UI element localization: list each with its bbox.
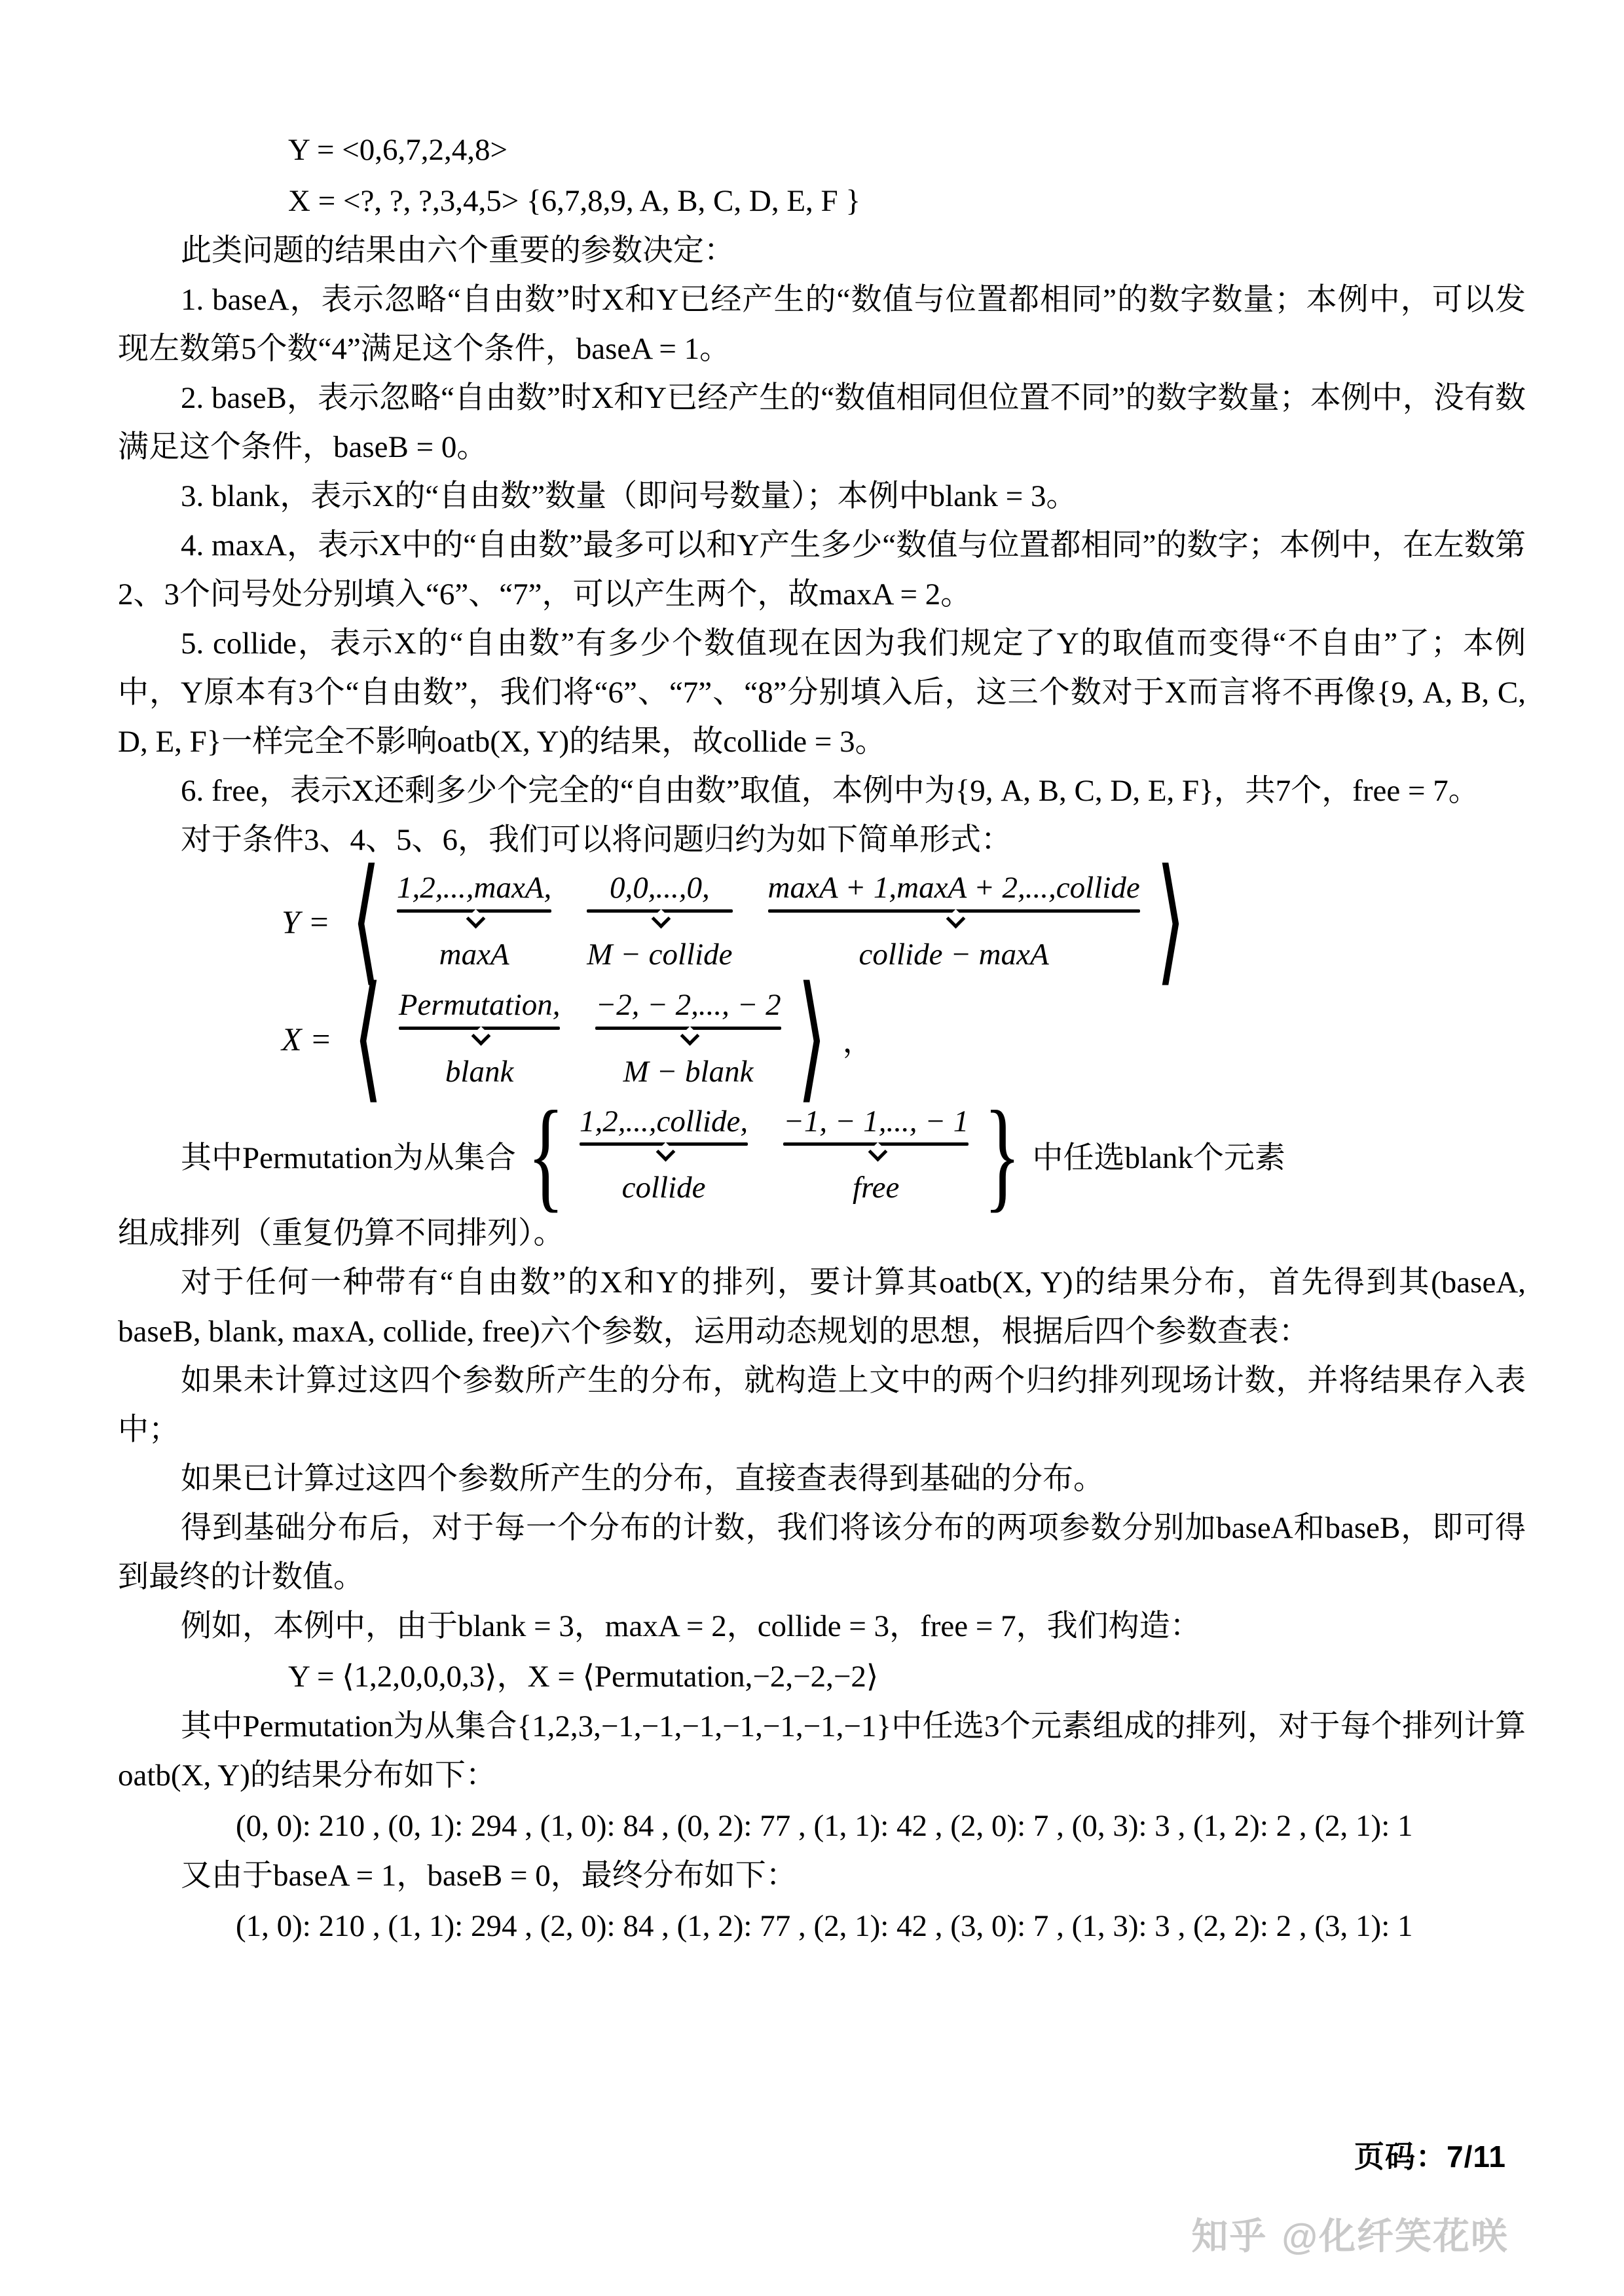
param-blank: 3. blank，表示X的“自由数”数量（即问号数量）；本例中blank = 3。: [181, 479, 1077, 513]
group-top: 1,2,...,collide,: [579, 1104, 748, 1139]
permutation-groups: [576, 1105, 972, 1205]
body-paragraph-4: 得到基础分布后，对于每一个分布的计数，我们将该分布的两项参数分别加baseA和baseB，即可得到最终的计数值。: [118, 1511, 1526, 1595]
watermark-brand: 知乎: [1191, 2215, 1268, 2257]
example-intro: 例如，本例中，由于blank = 3，maxA = 2，collide = 3，free = 7，我们构造：: [181, 1609, 1201, 1644]
group-top: Permutation,: [398, 988, 561, 1023]
equation-x-lhs: X =: [282, 1021, 332, 1058]
param-collide: 5. collide，表示X的“自由数”有多少个数值现在因为我们规定了Y的取值而变得“不自由”了；本例中，Y原本有3个“自由数”，我们将“6”、“7”、“8”分别填入后，这三个数对于X而言将不再像{9, A, B, C, D, E, F}一样完全不影响oatb(X, Y)的结果，故collide = 3。: [118, 627, 1526, 759]
permutation-next-line: 组成排列（重复仍算不同排列）。: [118, 1216, 564, 1251]
curly-open-icon: {: [527, 1086, 564, 1224]
group-bottom: M − blank: [623, 1055, 754, 1089]
x-groups: [395, 989, 785, 1089]
param-baseB: 2. baseB，表示忽略“自由数”时X和Y已经产生的“数值相同但位置不同”的数字数量；本例中，没有数满足这个条件，baseB = 0。: [118, 381, 1526, 464]
page-number: 页码：7/11: [1354, 2140, 1506, 2174]
equation-y-lhs: Y =: [282, 903, 331, 940]
underbrace-group: [399, 989, 561, 1089]
group-bottom: collide − maxA: [858, 937, 1049, 972]
permutation-lead-text: 其中Permutation为从集合: [181, 1140, 516, 1175]
underbrace-icon: [595, 1023, 781, 1045]
group-top: 0,0,...,0,: [610, 871, 710, 905]
angle-close-icon: ⟩: [1156, 845, 1186, 998]
example-permutation-note: 其中Permutation为从集合{1,2,3,−1,−1,−1,−1,−1,−1,−1}中任选3个元素组成的排列，对于每个排列计算oatb(X, Y)的结果分布如下：: [118, 1709, 1526, 1793]
group-bottom: M − collide: [587, 937, 733, 972]
underbrace-icon: [587, 905, 732, 928]
group-bottom: blank: [445, 1055, 514, 1089]
body-paragraph-1: 对于任何一种带有“自由数”的X和Y的排列，要计算其oatb(X, Y)的结果分布，首先得到其(baseA, baseB, blank, maxA, collide, free)六个参数，运用动态规划的思想，根据后四个参数查表：: [118, 1266, 1526, 1349]
underbrace-group: [397, 871, 551, 972]
trailing-comma: ，: [842, 1025, 874, 1059]
underbrace-icon: [783, 1139, 969, 1161]
distribution-final: (1, 0): 210 , (1, 1): 294 , (2, 0): 84 , (1, 2): 77 , (2, 1): 42 , (3, 0): 7 , (1, 3): 3 , (2, 2): 2 , (3, 1): 1: [236, 1909, 1413, 1944]
curly-close-icon: }: [984, 1086, 1022, 1224]
angle-open-icon: ⟨: [353, 962, 383, 1115]
underbrace-icon: [768, 905, 1140, 928]
group-top: 1,2,...,maxA,: [397, 871, 552, 905]
underbrace-group: [768, 871, 1140, 972]
distribution-initial: (0, 0): 210 , (0, 1): 294 , (1, 0): 84 , (0, 2): 77 , (1, 1): 42 , (2, 0): 7 , (0, 3): 3 , (1, 2): 2 , (2, 1): 1: [236, 1809, 1413, 1844]
underbrace-group: [587, 871, 732, 972]
angle-open-icon: ⟨: [351, 845, 381, 998]
watermark-user: @化纤笑花咲: [1282, 2215, 1509, 2257]
underbrace-group: [580, 1105, 748, 1205]
group-bottom: free: [853, 1171, 900, 1205]
example-final-note: 又由于baseA = 1，baseB = 0，最终分布如下：: [181, 1859, 797, 1893]
equation-y-top: Y = <0,6,7,2,4,8>: [288, 133, 507, 167]
group-bottom: maxA: [439, 937, 509, 972]
underbrace-group: [595, 989, 781, 1089]
equation-y-reduction: [118, 845, 1526, 998]
group-top: maxA + 1,maxA + 2,...,collide: [767, 871, 1140, 905]
page-content: [118, 124, 1526, 1952]
group-top: −2, − 2,..., − 2: [595, 988, 781, 1023]
equation-x-reduction: [118, 962, 1526, 1115]
underbrace-icon: [580, 1139, 748, 1161]
y-groups: [393, 871, 1144, 972]
param-free: 6. free，表示X还剩多少个完全的“自由数”取值，本例中为{9, A, B, C, D, E, F}，共7个，free = 7。: [181, 774, 1479, 808]
permutation-trail-text: 中任选blank个元素: [1032, 1140, 1285, 1175]
intro-paragraph: 此类问题的结果由六个重要的参数决定：: [181, 234, 735, 268]
equation-x-top: X = <?, ?, ?,3,4,5> {6,7,8,9, A, B, C, D, E, F }: [288, 184, 860, 218]
group-top: −1, − 1,..., − 1: [783, 1104, 969, 1139]
permutation-definition: [118, 1086, 1526, 1224]
example-equation: Y = ⟨1,2,0,0,0,3⟩，X = ⟨Permutation,−2,−2,−2⟩: [288, 1660, 879, 1694]
underbrace-icon: [397, 905, 551, 928]
param-maxA: 4. maxA，表示X中的“自由数”最多可以和Y产生多少“数值与位置都相同”的数字；本例中，在左数第2、3个问号处分别填入“6”、“7”，可以产生两个，故maxA = 2。: [118, 528, 1526, 611]
underbrace-group: [783, 1105, 969, 1205]
reduction-intro: 对于条件3、4、5、6，我们可以将问题归约为如下简单形式：: [181, 823, 1012, 857]
group-bottom: collide: [621, 1171, 706, 1205]
body-paragraph-2: 如果未计算过这四个参数所产生的分布，就构造上文中的两个归约排列现场计数，并将结果存入表中；: [118, 1364, 1526, 1448]
underbrace-icon: [399, 1023, 561, 1045]
body-paragraph-3: 如果已计算过这四个参数所产生的分布，直接查表得到基础的分布。: [181, 1462, 1104, 1497]
watermark: [1191, 2208, 1509, 2260]
param-baseA: 1. baseA，表示忽略“自由数”时X和Y已经产生的“数值与位置都相同”的数字数量；本例中，可以发现左数第5个数“4”满足这个条件，baseA = 1。: [118, 283, 1526, 366]
angle-close-icon: ⟩: [797, 962, 827, 1115]
